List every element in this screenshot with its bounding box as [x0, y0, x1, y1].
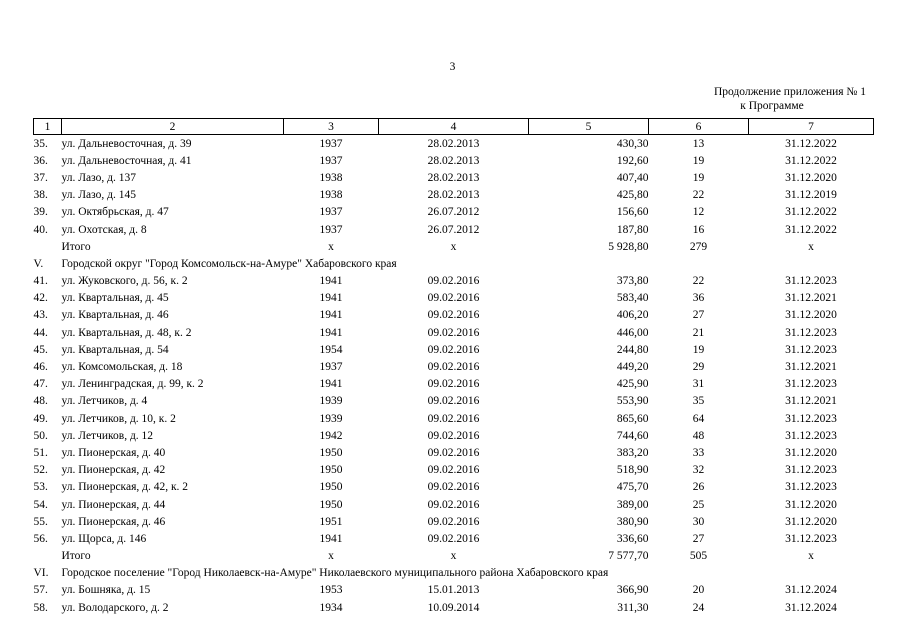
deadline-cell: 31.12.2021 — [785, 361, 837, 374]
year-cell: 1950 — [319, 464, 343, 477]
deadline-cell: 31.12.2020 — [785, 446, 837, 459]
deadline-cell: 31.12.2022 — [785, 206, 837, 219]
table-row — [34, 290, 874, 307]
appendix-caption — [650, 85, 880, 113]
area-cell: 406,20 — [616, 309, 649, 322]
year-cell: 1938 — [319, 189, 343, 202]
address-cell: ул. Пионерская, д. 46 — [61, 515, 166, 528]
date-cell: 26.07.2012 — [427, 206, 480, 219]
area-cell: 425,80 — [616, 189, 649, 202]
row-number: 40. — [33, 223, 48, 236]
row-number: 41. — [33, 275, 48, 288]
deadline-cell: 31.12.2020 — [785, 171, 837, 184]
deadline-cell: 31.12.2022 — [785, 137, 837, 150]
row-number: 53. — [33, 481, 48, 494]
count-cell: 64 — [692, 412, 705, 425]
deadline-cell: 31.12.2019 — [785, 189, 837, 202]
count-cell: 32 — [692, 464, 705, 477]
deadline-cell: 31.12.2024 — [785, 584, 837, 597]
address-cell: ул. Бошняка, д. 15 — [61, 584, 151, 597]
table-row — [34, 273, 874, 290]
year-cell: 1937 — [319, 154, 343, 167]
table-row — [34, 462, 874, 479]
deadline-cell: 31.12.2021 — [785, 395, 837, 408]
area-cell: 553,90 — [616, 395, 649, 408]
count-cell: 48 — [692, 429, 705, 442]
table-header-row — [34, 119, 874, 135]
deadline-cell: 31.12.2023 — [785, 275, 837, 288]
table-row — [34, 135, 874, 153]
area-cell: 311,30 — [617, 601, 649, 614]
row-number: 47. — [33, 378, 48, 391]
date-cell: 09.02.2016 — [427, 378, 480, 391]
year-cell: 1941 — [319, 532, 343, 545]
date-cell: x — [450, 550, 457, 563]
address-cell: ул. Дальневосточная, д. 39 — [61, 137, 192, 150]
deadline-cell: 31.12.2021 — [785, 292, 837, 305]
header-col-7: 7 — [749, 119, 874, 135]
address-cell: ул. Октябрьская, д. 47 — [61, 206, 169, 219]
count-cell: 19 — [692, 154, 705, 167]
deadline-cell: x — [808, 550, 814, 563]
year-cell: x — [328, 240, 334, 253]
address-cell: ул. Щорса, д. 146 — [61, 532, 147, 545]
table-row — [34, 479, 874, 496]
area-cell: 7 577,70 — [608, 550, 649, 563]
header-col-3: 3 — [284, 119, 379, 135]
date-cell: 09.02.2016 — [427, 446, 480, 459]
year-cell: 1937 — [319, 223, 343, 236]
date-cell: 28.02.2013 — [427, 189, 480, 202]
date-cell: 09.02.2016 — [427, 395, 480, 408]
area-cell: 518,90 — [616, 464, 649, 477]
area-cell: 366,90 — [616, 584, 649, 597]
header-col-5: 5 — [529, 119, 649, 135]
area-cell: 373,80 — [616, 275, 649, 288]
date-cell: 09.02.2016 — [427, 343, 480, 356]
deadline-cell: 31.12.2023 — [785, 429, 837, 442]
count-cell: 27 — [692, 532, 705, 545]
table-row — [34, 427, 874, 444]
address-cell: ул. Жуковского, д. 56, к. 2 — [61, 275, 188, 288]
table-row — [34, 341, 874, 358]
total-row — [34, 548, 874, 565]
count-cell: 16 — [692, 223, 705, 236]
table-row — [34, 496, 874, 513]
deadline-cell: 31.12.2023 — [785, 343, 837, 356]
table-row — [34, 204, 874, 221]
table-row — [34, 530, 874, 547]
total-row — [34, 238, 874, 255]
header-col-4: 4 — [379, 119, 529, 135]
date-cell: 09.02.2016 — [427, 429, 480, 442]
address-cell: ул. Володарского, д. 2 — [61, 601, 169, 614]
address-cell: ул. Лазо, д. 145 — [61, 189, 136, 202]
header-col-6: 6 — [649, 119, 749, 135]
area-cell: 192,60 — [616, 154, 649, 167]
address-cell: ул. Охотская, д. 8 — [61, 223, 147, 236]
table-row — [34, 152, 874, 169]
deadline-cell: 31.12.2020 — [785, 498, 837, 511]
count-cell: 30 — [692, 515, 705, 528]
appendix-line-1: Продолжение приложения № 1 — [713, 86, 867, 98]
table-row — [34, 169, 874, 186]
row-number: 48. — [33, 395, 48, 408]
year-cell: 1950 — [319, 498, 343, 511]
count-cell: 21 — [692, 326, 705, 339]
count-cell: 22 — [692, 275, 705, 288]
area-cell: 407,40 — [616, 171, 649, 184]
table-row — [34, 513, 874, 530]
section-number: VI. — [33, 567, 49, 580]
table-row — [34, 221, 874, 238]
address-cell: ул. Пионерская, д. 42 — [61, 464, 166, 477]
row-number: 38. — [33, 189, 48, 202]
row-number: 46. — [33, 361, 48, 374]
year-cell: 1937 — [319, 206, 343, 219]
area-cell: 425,90 — [616, 378, 649, 391]
year-cell: 1937 — [319, 361, 343, 374]
area-cell: 475,70 — [616, 481, 649, 494]
year-cell: 1941 — [319, 326, 343, 339]
address-cell: Итого — [61, 550, 91, 563]
date-cell: 09.02.2016 — [427, 464, 480, 477]
row-number: 51. — [33, 446, 48, 459]
row-number: 39. — [33, 206, 48, 219]
section-title: Городской округ "Город Комсомольск-на-Амуре" Хабаровского края — [61, 257, 397, 270]
year-cell: 1954 — [319, 343, 343, 356]
count-cell: 505 — [689, 550, 708, 563]
address-cell: ул. Комсомольская, д. 18 — [61, 361, 183, 374]
table-row — [34, 358, 874, 375]
year-cell: 1941 — [319, 275, 343, 288]
address-cell: ул. Пионерская, д. 42, к. 2 — [61, 481, 189, 494]
area-cell: 449,20 — [616, 361, 649, 374]
address-cell: ул. Квартальная, д. 46 — [61, 309, 169, 322]
address-cell: ул. Квартальная, д. 48, к. 2 — [61, 326, 192, 339]
table-row — [34, 376, 874, 393]
row-number: 54. — [33, 498, 48, 511]
date-cell: 09.02.2016 — [427, 292, 480, 305]
year-cell: 1951 — [319, 515, 343, 528]
program-table — [33, 118, 874, 616]
deadline-cell: x — [808, 240, 814, 253]
table-row — [34, 307, 874, 324]
row-number: 52. — [33, 464, 48, 477]
deadline-cell: 31.12.2023 — [785, 481, 837, 494]
section-header-row — [34, 565, 874, 582]
deadline-cell: 31.12.2020 — [785, 309, 837, 322]
date-cell: 09.02.2016 — [427, 412, 480, 425]
row-number: 58. — [33, 601, 48, 614]
row-number: 45. — [33, 343, 48, 356]
deadline-cell: 31.12.2023 — [785, 326, 837, 339]
year-cell: 1934 — [319, 601, 343, 614]
row-number: 50. — [33, 429, 48, 442]
date-cell: 10.09.2014 — [427, 601, 480, 614]
count-cell: 26 — [692, 481, 705, 494]
count-cell: 12 — [692, 206, 705, 219]
deadline-cell: 31.12.2024 — [785, 601, 837, 614]
address-cell: ул. Ленинградская, д. 99, к. 2 — [61, 378, 204, 391]
year-cell: 1939 — [319, 395, 343, 408]
row-number — [34, 548, 62, 565]
address-cell: ул. Летчиков, д. 4 — [61, 395, 148, 408]
area-cell: 244,80 — [616, 343, 649, 356]
area-cell: 744,60 — [616, 429, 649, 442]
count-cell: 36 — [692, 292, 705, 305]
year-cell: 1938 — [319, 171, 343, 184]
row-number: 43. — [33, 309, 48, 322]
year-cell: 1942 — [319, 429, 343, 442]
deadline-cell: 31.12.2022 — [785, 223, 837, 236]
date-cell: 09.02.2016 — [427, 532, 480, 545]
table-row — [34, 599, 874, 616]
address-cell: ул. Летчиков, д. 10, к. 2 — [61, 412, 176, 425]
table-body — [34, 135, 874, 617]
count-cell: 22 — [692, 189, 705, 202]
row-number: 35. — [33, 137, 48, 150]
date-cell: 09.02.2016 — [427, 498, 480, 511]
table-row — [34, 187, 874, 204]
header-col-1: 1 — [34, 119, 62, 135]
date-cell: 09.02.2016 — [427, 326, 480, 339]
date-cell: 09.02.2016 — [427, 515, 480, 528]
count-cell: 27 — [692, 309, 705, 322]
header-col-2: 2 — [62, 119, 284, 135]
area-cell: 380,90 — [616, 515, 649, 528]
address-cell: ул. Лазо, д. 137 — [61, 171, 136, 184]
row-number: 44. — [33, 326, 48, 339]
count-cell: 19 — [692, 343, 705, 356]
section-title: Городское поселение "Город Николаевск-на-Амуре" Николаевского муниципального района Хабаровского края — [61, 567, 609, 580]
address-cell: ул. Пионерская, д. 40 — [61, 446, 166, 459]
deadline-cell: 31.12.2023 — [785, 378, 837, 391]
address-cell: ул. Летчиков, д. 12 — [61, 429, 154, 442]
table-row — [34, 582, 874, 599]
address-cell: ул. Пионерская, д. 44 — [61, 498, 166, 511]
count-cell: 19 — [692, 171, 705, 184]
year-cell: 1950 — [319, 446, 343, 459]
table-row — [34, 324, 874, 341]
address-cell: ул. Квартальная, д. 54 — [61, 343, 169, 356]
date-cell: 09.02.2016 — [427, 361, 480, 374]
year-cell: 1941 — [319, 292, 343, 305]
table-row — [34, 444, 874, 461]
count-cell: 29 — [692, 361, 705, 374]
table-row — [34, 393, 874, 410]
date-cell: 15.01.2013 — [427, 584, 480, 597]
row-number: 49. — [33, 412, 48, 425]
row-number: 36. — [33, 154, 48, 167]
appendix-line-2: к Программе — [740, 100, 804, 112]
table-row — [34, 410, 874, 427]
date-cell: x — [450, 240, 457, 253]
count-cell: 24 — [692, 601, 705, 614]
count-cell: 13 — [692, 137, 705, 150]
area-cell: 336,60 — [616, 532, 649, 545]
date-cell: 09.02.2016 — [427, 481, 480, 494]
area-cell: 5 928,80 — [608, 240, 649, 253]
year-cell: x — [328, 550, 334, 563]
date-cell: 09.02.2016 — [427, 309, 480, 322]
area-cell: 383,20 — [616, 446, 649, 459]
address-cell: Итого — [61, 240, 91, 253]
date-cell: 28.02.2013 — [427, 171, 480, 184]
count-cell: 33 — [692, 446, 705, 459]
area-cell: 156,60 — [616, 206, 649, 219]
row-number: 57. — [33, 584, 48, 597]
area-cell: 583,40 — [616, 292, 649, 305]
deadline-cell: 31.12.2023 — [785, 464, 837, 477]
row-number: 37. — [33, 171, 48, 184]
row-number: 55. — [33, 515, 48, 528]
deadline-cell: 31.12.2023 — [785, 412, 837, 425]
count-cell: 31 — [692, 378, 705, 391]
count-cell: 25 — [692, 498, 705, 511]
address-cell: ул. Дальневосточная, д. 41 — [61, 154, 192, 167]
area-cell: 430,30 — [616, 137, 649, 150]
year-cell: 1941 — [319, 309, 343, 322]
section-number: V. — [33, 257, 44, 270]
count-cell: 279 — [689, 240, 708, 253]
year-cell: 1953 — [319, 584, 343, 597]
date-cell: 09.02.2016 — [427, 275, 480, 288]
page-number: 3 — [449, 61, 456, 73]
section-header-row — [34, 255, 874, 272]
area-cell: 865,60 — [616, 412, 649, 425]
deadline-cell: 31.12.2022 — [785, 154, 837, 167]
year-cell: 1939 — [319, 412, 343, 425]
date-cell: 28.02.2013 — [427, 154, 480, 167]
date-cell: 26.07.2012 — [427, 223, 480, 236]
count-cell: 35 — [692, 395, 705, 408]
year-cell: 1950 — [319, 481, 343, 494]
area-cell: 446,00 — [616, 326, 649, 339]
count-cell: 20 — [692, 584, 705, 597]
row-number: 42. — [33, 292, 48, 305]
year-cell: 1941 — [319, 378, 343, 391]
row-number — [34, 238, 62, 255]
deadline-cell: 31.12.2020 — [785, 515, 837, 528]
year-cell: 1937 — [319, 137, 343, 150]
deadline-cell: 31.12.2023 — [785, 532, 837, 545]
area-cell: 187,80 — [616, 223, 649, 236]
row-number: 56. — [33, 532, 48, 545]
area-cell: 389,00 — [616, 498, 649, 511]
address-cell: ул. Квартальная, д. 45 — [61, 292, 169, 305]
date-cell: 28.02.2013 — [427, 137, 480, 150]
